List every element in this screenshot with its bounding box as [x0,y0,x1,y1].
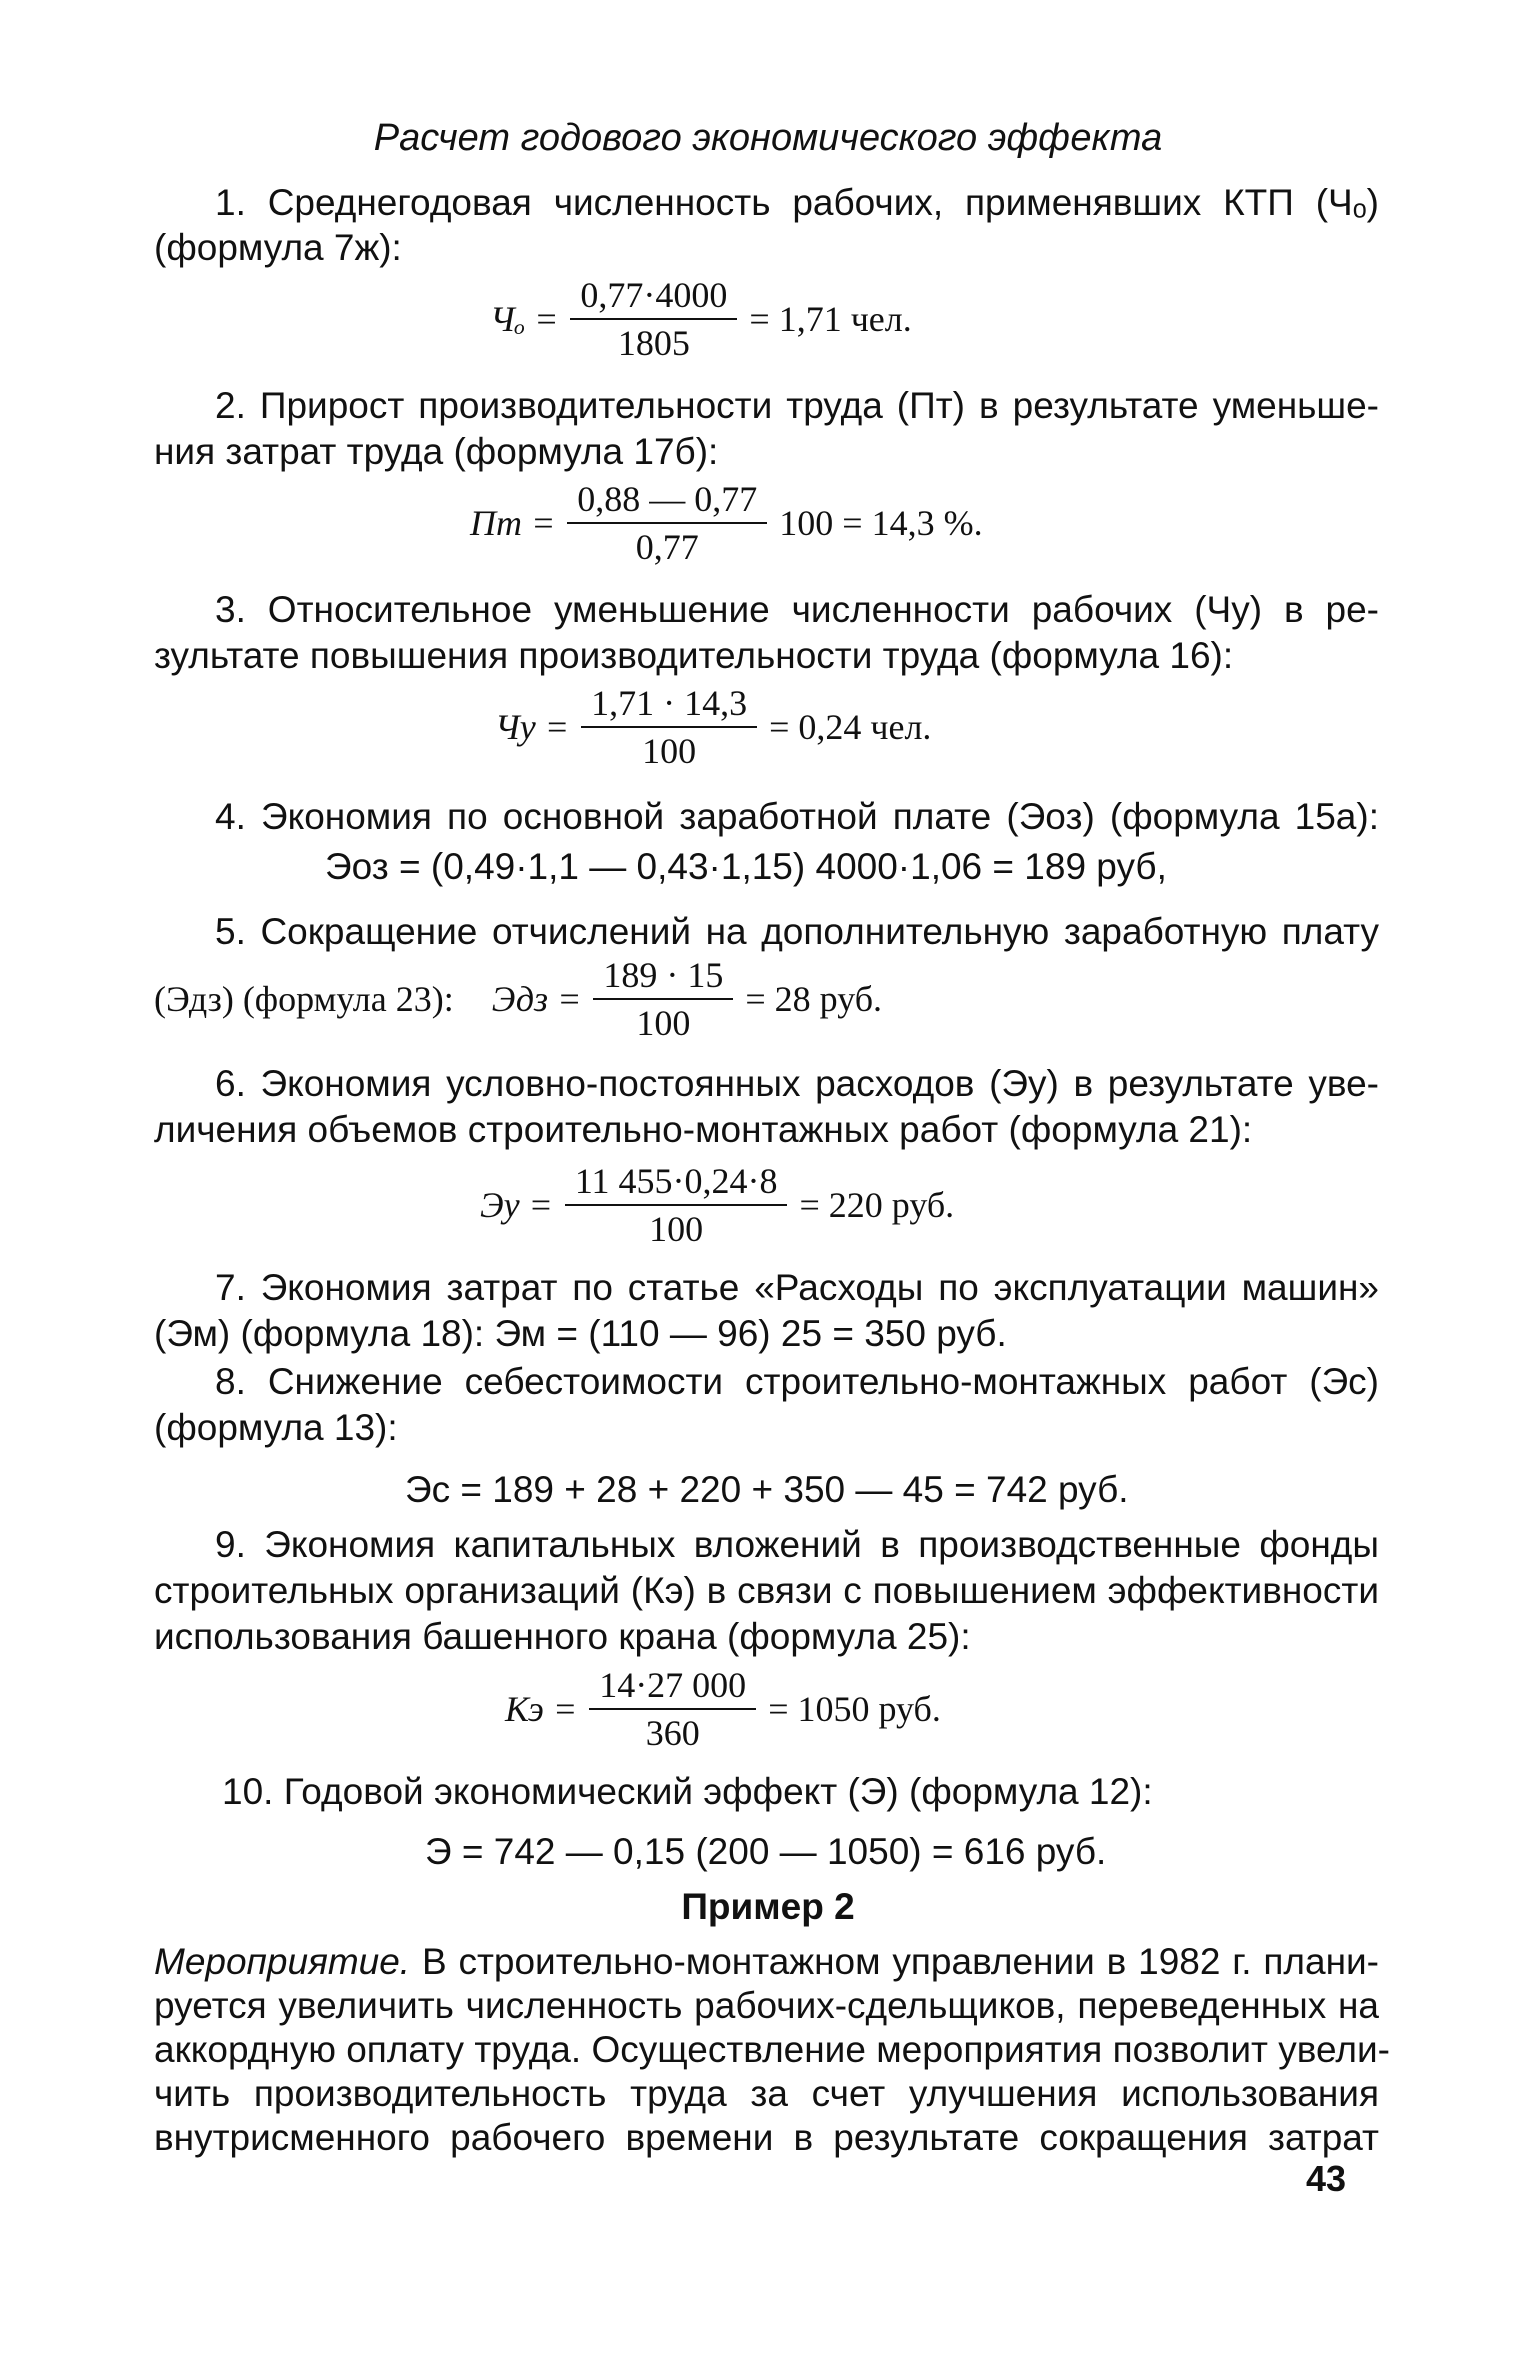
formula-1-numerator: 0,77·4000 [570,272,737,320]
item-2-text-line-2: ния затрат труда (формула 17б): [154,431,719,472]
formula-1-lhs: Чₒ = [490,299,559,339]
formula-9-rhs: = 1050 руб. [768,1689,941,1729]
formula-1-denominator: 1805 [617,323,690,363]
formula-9-lhs: Кэ = [505,1689,578,1729]
example-text-line-1 [154,1940,1379,1984]
item-6-text-line-2: личения объемов строительно-монтажных работ (формула 21): [154,1109,1253,1150]
formula-2-lhs: Пт = [470,503,556,543]
formula-2-denominator: 0,77 [635,527,699,567]
item-5-text-line-1: 5. Сокращение отчислений на дополнительную заработную плату [215,911,1379,952]
formula-6-fraction [565,1158,788,1252]
item-9-text-line-2: строительных организаций (Кэ) в связи с повышением эффективности [154,1570,1379,1611]
item-3-text-line-1: 3. Относительное уменьшение численности рабочих (Чу) в ре- [215,589,1379,630]
formula-2 [470,476,983,570]
formula-1-fraction [570,272,737,366]
item-6-text-line-1: 6. Экономия условно-постоянных расходов (Эу) в результате уве- [215,1063,1379,1104]
formula-3-rhs: = 0,24 чел. [769,707,932,747]
formula-5-denominator: 100 [636,1003,691,1043]
formula-9-fraction [589,1662,756,1756]
item-7-text-line-2: (Эм) (формула 18): Эм = (110 — 96) 25 = 350 руб. [154,1313,1007,1354]
formula-6-denominator: 100 [649,1209,704,1249]
page-number: 43 [1306,2158,1347,2199]
item-8-text-line-1: 8. Снижение себестоимости строительно-монтажных работ (Эс) [215,1361,1379,1402]
example-heading: Пример 2 [681,1886,855,1927]
item-4-text-line-1: 4. Экономия по основной заработной плате (Эоз) (формула 15а): [215,796,1379,837]
formula-2-numerator: 0,88 — 0,77 [567,476,767,524]
formula-6-numerator: 11 455·0,24·8 [565,1158,788,1206]
formula-9-denominator: 360 [645,1713,700,1753]
item-3-text-line-2: зультате повышения производительности труда (формула 16): [154,635,1234,676]
formula-3 [495,680,931,774]
formula-3-denominator: 100 [642,731,697,771]
item-8-text-line-2: (формула 13): [154,1407,398,1448]
formula-9-numerator: 14·27 000 [589,1662,756,1710]
example-text-line-2: руется увеличить численность рабочих-сдельщиков, переведенных на [154,1985,1379,2026]
formula-4: Эоз = (0,49·1,1 — 0,43·1,15) 4000·1,06 = 189 руб, [325,846,1167,887]
example-label: Мероприятие. [154,1941,411,1982]
item-5-text-line-2: (Эдз) (формула 23): [154,979,454,1019]
item-7-text-line-1: 7. Экономия затрат по статье «Расходы по эксплуатации машин» [215,1267,1379,1308]
formula-1-rhs: = 1,71 чел. [749,299,912,339]
section-title: Расчет годового экономического эффекта [373,117,1163,159]
formula-2-rhs: 100 = 14,3 %. [779,503,983,543]
formula-5 [154,952,882,1046]
item-9-text-line-1: 9. Экономия капитальных вложений в производственные фонды [215,1524,1379,1565]
formula-2-fraction [567,476,767,570]
example-text-line-5: внутрисменного рабочего времени в результате сокращения затрат [154,2117,1379,2158]
formula-5-numerator: 189 · 15 [593,952,733,1000]
formula-6-rhs: = 220 руб. [799,1185,955,1225]
formula-3-fraction [581,680,757,774]
formula-9 [505,1662,941,1756]
formula-6 [480,1158,954,1252]
item-2-text-line-1: 2. Прирост производительности труда (Пт) в результате уменьше- [215,385,1379,426]
example-text-line-4: чить производительность труда за счет улучшения использования [154,2073,1379,2114]
item-1-text-line-2: (формула 7ж): [154,227,402,268]
formula-8: Эс = 189 + 28 + 220 + 350 — 45 = 742 руб. [405,1469,1129,1510]
item-1-text-line-1: 1. Среднегодовая численность рабочих, применявших КТП (Чₒ) [215,182,1379,223]
formula-3-numerator: 1,71 · 14,3 [581,680,757,728]
example-text-line-3: аккордную оплату труда. Осуществление мероприятия позволит увели- [154,2029,1390,2070]
formula-5-rhs: = 28 руб. [745,979,883,1019]
formula-6-lhs: Эу = [480,1185,553,1225]
formula-1 [490,272,912,366]
formula-5-lhs: Эдз = [491,979,582,1019]
item-9-text-line-3: использования башенного крана (формула 25): [154,1616,971,1657]
formula-10: Э = 742 — 0,15 (200 — 1050) = 616 руб. [425,1831,1107,1872]
formula-5-fraction [593,952,733,1046]
example-text-line-1-rest: В строительно-монтажном управлении в 1982 г. плани- [421,1941,1380,1982]
formula-3-lhs: Чу = [495,707,570,747]
item-10-text-line-1: 10. Годовой экономический эффект (Э) (формула 12): [222,1771,1153,1812]
